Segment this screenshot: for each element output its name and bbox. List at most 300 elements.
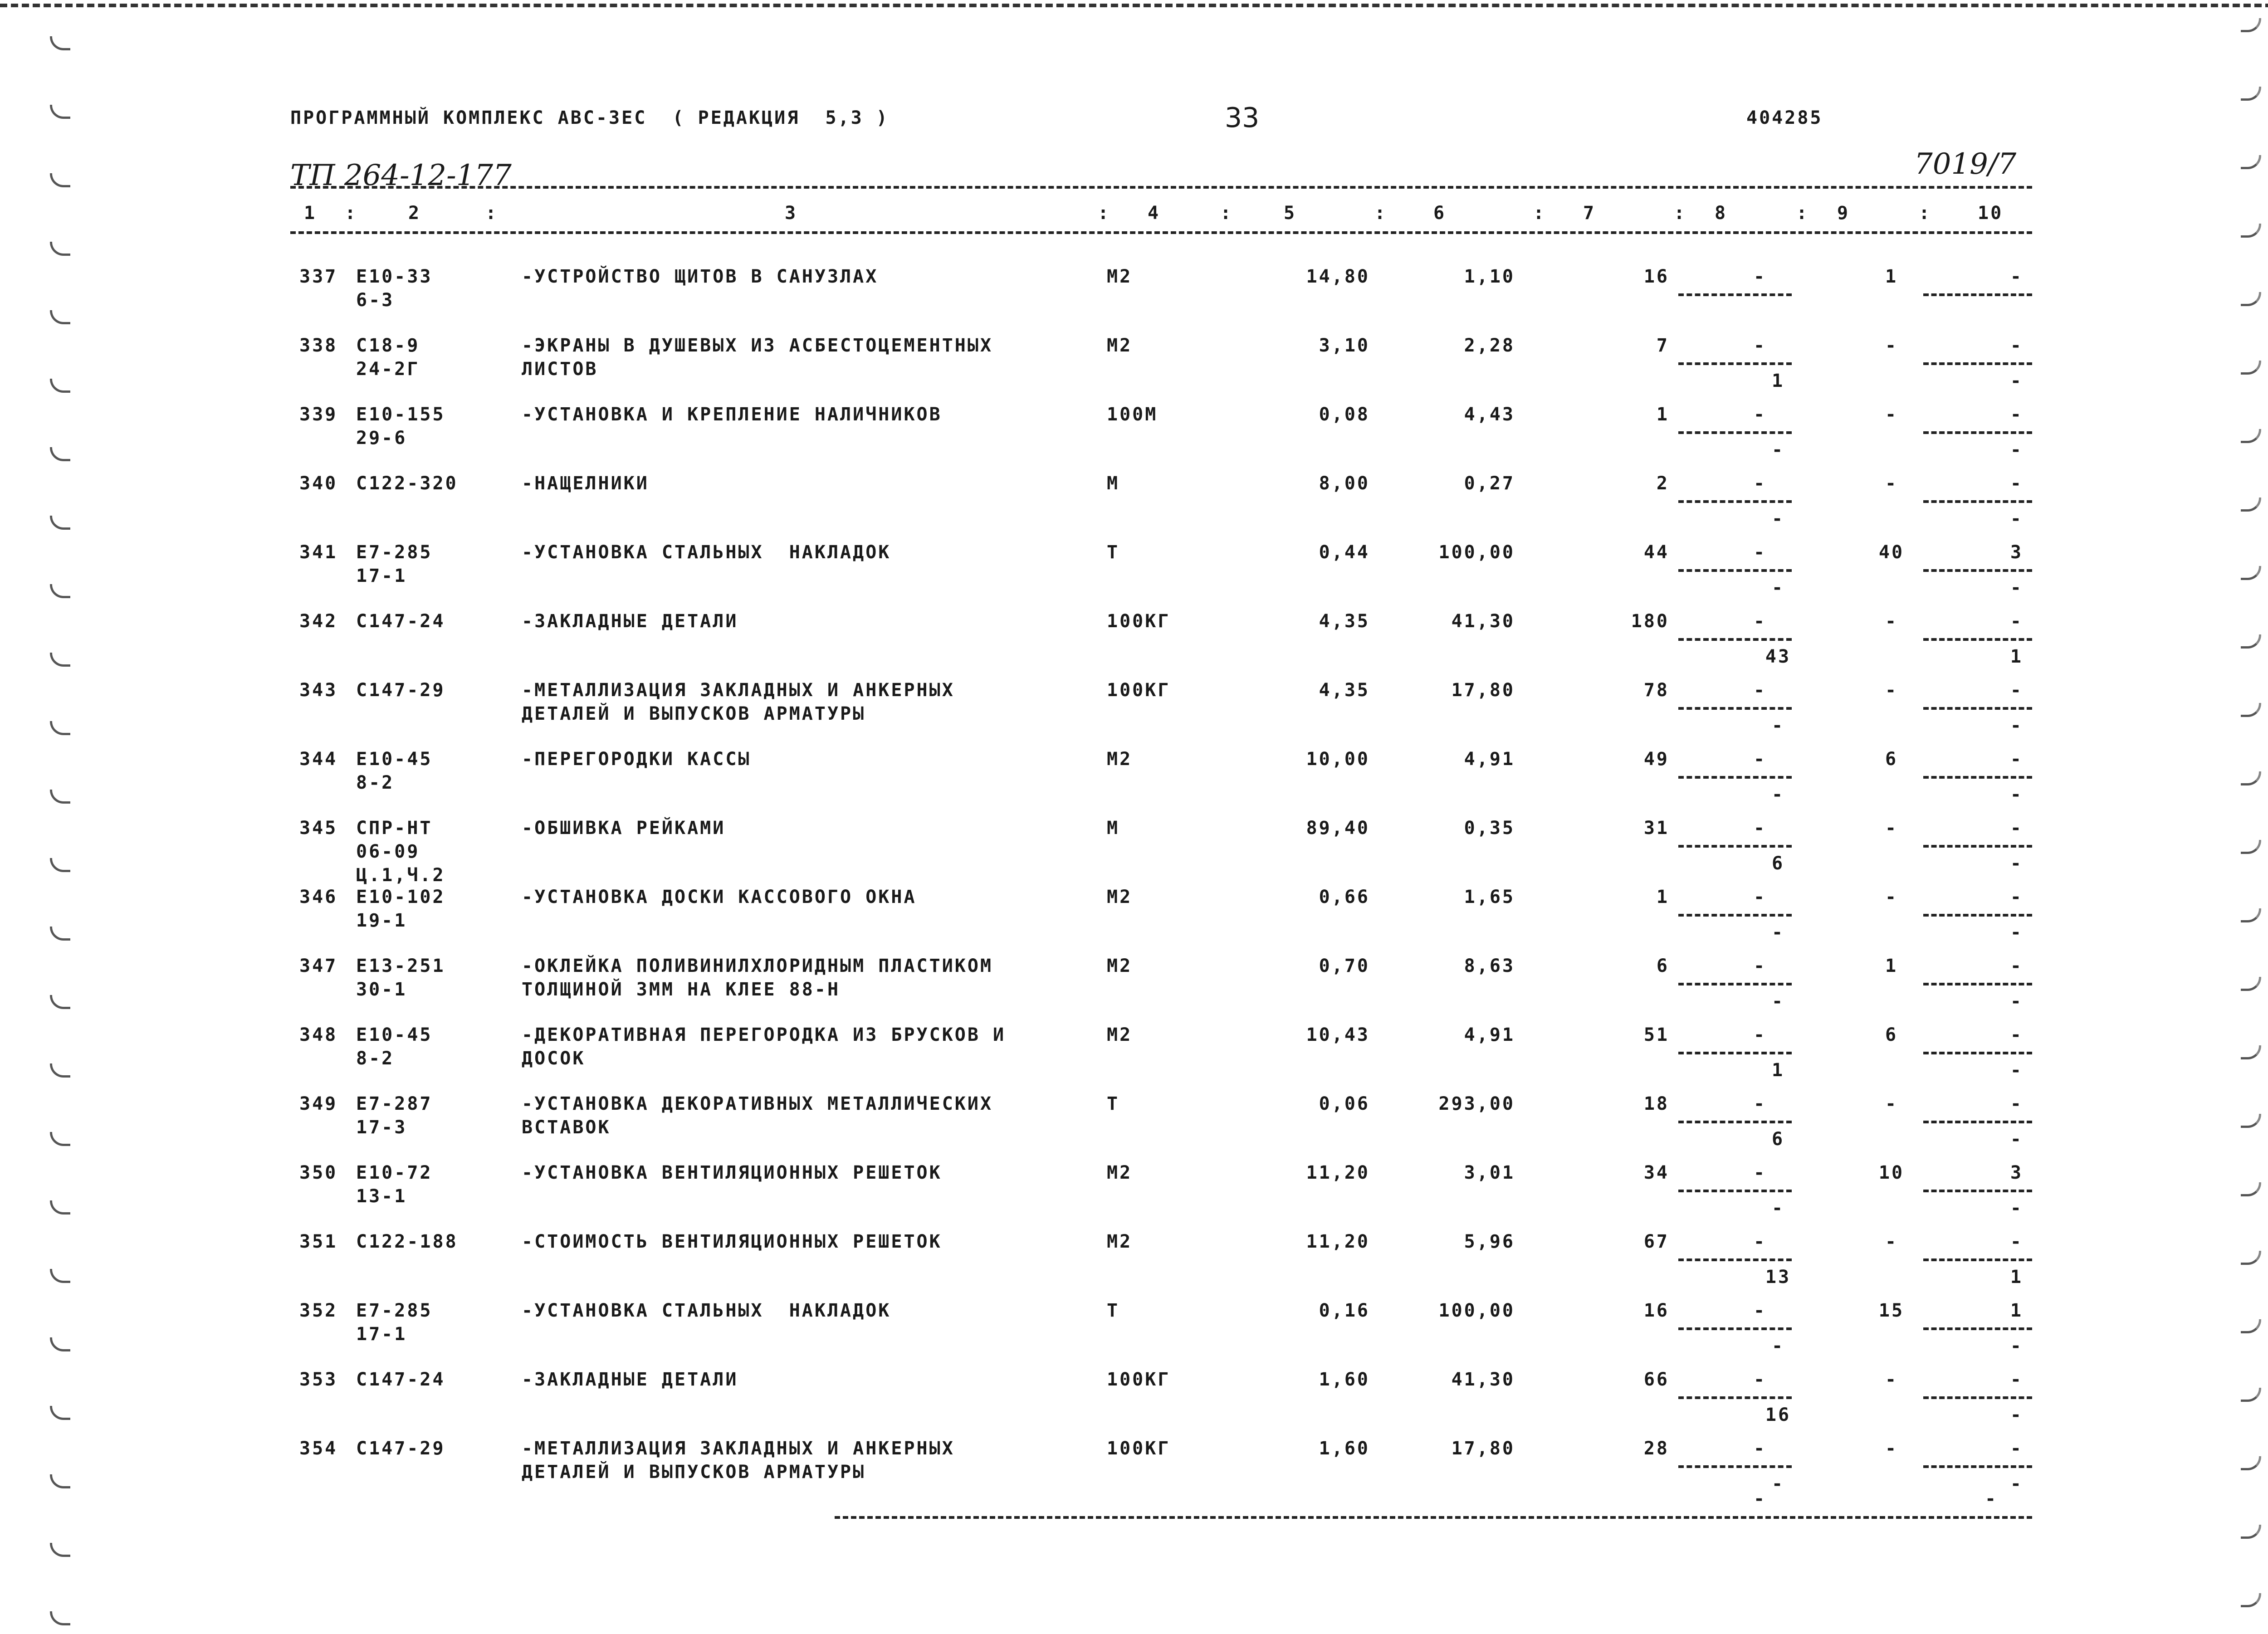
col10-value: -: [2010, 611, 2023, 632]
row-number: 339: [299, 404, 338, 425]
norm-code: С147-29: [356, 680, 445, 701]
col8-subvalue: -: [1771, 577, 1785, 598]
cell-rule: [1678, 845, 1792, 848]
work-description: -НАЩЕЛНИКИ: [522, 473, 649, 494]
unit: 100КГ: [1107, 611, 1171, 632]
col10-value: -: [2010, 473, 2023, 494]
tractor-hole: [50, 584, 70, 598]
total-cost: 78: [1643, 680, 1669, 701]
col8-subvalue: -: [1771, 1198, 1785, 1219]
norm-code: Е13-251: [356, 956, 445, 976]
tractor-hole: [2241, 771, 2261, 785]
col10-subvalue: -: [2010, 1473, 2023, 1494]
row-number: 343: [299, 680, 338, 701]
col9-value: -: [1885, 1231, 1898, 1252]
unit: М2: [1107, 1231, 1133, 1252]
cell-rule: [1678, 1327, 1792, 1330]
tractor-hole: [2241, 429, 2261, 443]
work-description: -ОБШИВКА РЕЙКАМИ: [522, 818, 726, 839]
col10-subvalue: -: [2010, 508, 2023, 529]
column-separator: :: [1796, 203, 1809, 224]
work-description: -ПЕРЕГОРОДКИ КАССЫ: [522, 749, 751, 770]
left-tractor-holes: [45, 0, 77, 1634]
col10-subvalue: -: [2010, 922, 2023, 943]
unit-price: 100,00: [1438, 542, 1515, 563]
tractor-hole: [50, 1132, 70, 1146]
unit: 100КГ: [1107, 680, 1171, 701]
cell-rule: [1678, 362, 1792, 365]
tractor-hole: [2241, 634, 2261, 649]
col10-subvalue: 1: [2010, 1267, 2023, 1288]
total-cost: 66: [1643, 1369, 1669, 1390]
total-cost: 7: [1656, 335, 1669, 356]
col10-value: 3: [2010, 542, 2023, 563]
norm-code: 06-09: [356, 841, 420, 862]
header-rule-top: [290, 186, 2032, 189]
work-description: ЛИСТОВ: [522, 359, 598, 380]
norm-code: С122-320: [356, 473, 458, 494]
col8-value: -: [1753, 266, 1767, 287]
tractor-hole: [50, 242, 70, 256]
col8-value: -: [1753, 1093, 1767, 1114]
col9-value: -: [1885, 473, 1898, 494]
row-number: 345: [299, 818, 338, 839]
total-cost: 51: [1643, 1024, 1669, 1045]
col8-value: -: [1753, 956, 1767, 976]
unit: М2: [1107, 887, 1133, 907]
column-number-3: 3: [785, 203, 798, 224]
col10-subvalue: -: [2010, 1198, 2023, 1219]
cell-rule: [1923, 362, 2032, 365]
column-number-1: 1: [304, 203, 317, 224]
col9-value: -: [1885, 1438, 1898, 1459]
col10-value: -: [2010, 956, 2023, 976]
norm-code: СПР-НТ: [356, 818, 433, 839]
unit-price: 1,65: [1464, 887, 1515, 907]
tractor-hole: [50, 995, 70, 1009]
cell-rule: [1678, 638, 1792, 641]
tractor-hole: [50, 927, 70, 941]
column-separator: :: [1374, 203, 1388, 224]
unit-price: 1,10: [1464, 266, 1515, 287]
cell-rule: [1923, 500, 2032, 503]
row-number: 349: [299, 1093, 338, 1114]
norm-code: 8-2: [356, 772, 395, 793]
work-description: ВСТАВОК: [522, 1117, 611, 1138]
cell-rule: [1923, 1465, 2032, 1468]
program-title: ПРОГРАММНЫЙ КОМПЛЕКС АВС-3ЕС ( РЕДАКЦИЯ 5,3 ): [290, 107, 889, 128]
col8-value: -: [1753, 1300, 1767, 1321]
unit: М2: [1107, 266, 1133, 287]
norm-code: С147-24: [356, 611, 445, 632]
cell-rule: [1923, 983, 2032, 985]
unit-price: 17,80: [1451, 680, 1515, 701]
col10-value: -: [2010, 1369, 2023, 1390]
row-number: 340: [299, 473, 338, 494]
column-separator: :: [1674, 203, 1687, 224]
unit: Т: [1107, 542, 1120, 563]
total-cost: 31: [1643, 818, 1669, 839]
col8-value: -: [1753, 680, 1767, 701]
row-number: 353: [299, 1369, 338, 1390]
norm-code: 24-2Г: [356, 359, 420, 380]
total-cost: 16: [1643, 1300, 1669, 1321]
quantity: 11,20: [1306, 1231, 1370, 1252]
unit: 100КГ: [1107, 1369, 1171, 1390]
work-description: ТОЛЩИНОЙ 3ММ НА КЛЕЕ 88-Н: [522, 979, 841, 1000]
unit-price: 293,00: [1438, 1093, 1515, 1114]
column-number-2: 2: [408, 203, 421, 224]
cell-rule: [1923, 431, 2032, 434]
col8-subvalue: -: [1771, 439, 1785, 460]
col10-value: -: [2010, 1231, 2023, 1252]
unit: М2: [1107, 1024, 1133, 1045]
norm-code: Ц.1,Ч.2: [356, 865, 445, 886]
unit-price: 41,30: [1451, 1369, 1515, 1390]
col10-value: 1: [2010, 1300, 2023, 1321]
unit: М2: [1107, 749, 1133, 770]
col10-subvalue: 1: [2010, 646, 2023, 667]
col8-subvalue: -: [1771, 922, 1785, 943]
col8-value: -: [1753, 611, 1767, 632]
tractor-hole: [50, 310, 70, 324]
tractor-hole: [2241, 1456, 2261, 1470]
total-cost: 1: [1656, 887, 1669, 907]
col8-value: -: [1753, 818, 1767, 839]
column-number-9: 9: [1837, 203, 1850, 224]
tractor-hole: [2241, 1045, 2261, 1059]
col8-subvalue: 1: [1771, 371, 1785, 391]
tractor-hole: [2241, 1182, 2261, 1196]
quantity: 1,60: [1319, 1369, 1370, 1390]
norm-code: Е10-102: [356, 887, 445, 907]
row-number: 337: [299, 266, 338, 287]
col8-subvalue: -: [1771, 715, 1785, 736]
cell-rule: [1923, 1121, 2032, 1123]
col8-subvalue: -: [1771, 508, 1785, 529]
table-end-rule: [835, 1516, 2032, 1519]
quantity: 14,80: [1306, 266, 1370, 287]
unit: 100М: [1107, 404, 1158, 425]
col9-value: -: [1885, 680, 1898, 701]
work-description: -ЗАКЛАДНЫЕ ДЕТАЛИ: [522, 1369, 738, 1390]
unit: М: [1107, 818, 1120, 839]
quantity: 10,00: [1306, 749, 1370, 770]
col8-value: -: [1753, 1024, 1767, 1045]
norm-code: Е7-285: [356, 542, 433, 563]
col10-value: -: [2010, 1438, 2023, 1459]
tractor-hole: [2241, 1114, 2261, 1128]
col8-subvalue: 43: [1765, 646, 1791, 667]
work-description: -УСТАНОВКА ДЕКОРАТИВНЫХ МЕТАЛЛИЧЕСКИХ: [522, 1093, 993, 1114]
col10-value: -: [2010, 749, 2023, 770]
work-description: -ЭКРАНЫ В ДУШЕВЫХ ИЗ АСБЕСТОЦЕМЕНТНЫХ: [522, 335, 993, 356]
cell-rule: [1923, 569, 2032, 572]
work-description: -МЕТАЛЛИЗАЦИЯ ЗАКЛАДНЫХ И АНКЕРНЫХ: [522, 1438, 955, 1459]
quantity: 8,00: [1319, 473, 1370, 494]
column-number-8: 8: [1715, 203, 1728, 224]
total-cost: 6: [1656, 956, 1669, 976]
row-number: 351: [299, 1231, 338, 1252]
tractor-hole: [2241, 1525, 2261, 1539]
col8-value: -: [1753, 1438, 1767, 1459]
doc-reference-handwritten: ТП 264-12-177: [290, 159, 512, 192]
col8-value: -: [1753, 404, 1767, 425]
unit-price: 0,27: [1464, 473, 1515, 494]
row-number: 352: [299, 1300, 338, 1321]
norm-code: С147-29: [356, 1438, 445, 1459]
tractor-hole: [50, 105, 70, 119]
column-number-7: 7: [1583, 203, 1596, 224]
tractor-hole: [50, 653, 70, 667]
col8-value: -: [1753, 542, 1767, 563]
col10-subvalue: -: [2010, 715, 2023, 736]
unit-price: 41,30: [1451, 611, 1515, 632]
tractor-hole: [50, 1474, 70, 1488]
total-cost: 18: [1643, 1093, 1669, 1114]
norm-code: 8-2: [356, 1048, 395, 1069]
col9-value: 6: [1885, 749, 1898, 770]
cell-rule: [1678, 914, 1792, 917]
norm-code: Е10-45: [356, 749, 433, 770]
cell-rule: [1923, 1190, 2032, 1192]
right-tractor-holes: [2236, 0, 2268, 1634]
norm-code: Е10-72: [356, 1162, 433, 1183]
cell-rule: [1923, 1327, 2032, 1330]
col8-value: -: [1753, 1369, 1767, 1390]
norm-code: 6-3: [356, 290, 395, 311]
col9-value: -: [1885, 611, 1898, 632]
col10-subvalue: -: [2010, 853, 2023, 874]
cell-rule: [1678, 293, 1792, 296]
norm-code: Е7-285: [356, 1300, 433, 1321]
col9-value: 40: [1878, 542, 1905, 563]
unit-price: 3,01: [1464, 1162, 1515, 1183]
col10-subvalue: -: [2010, 371, 2023, 391]
cell-rule: [1678, 431, 1792, 434]
tractor-hole: [2241, 1593, 2261, 1607]
col9-value: -: [1885, 1369, 1898, 1390]
column-number-6: 6: [1433, 203, 1447, 224]
col9-value: -: [1885, 818, 1898, 839]
column-separator: :: [1919, 203, 1932, 224]
cell-rule: [1923, 1052, 2032, 1054]
unit-price: 0,35: [1464, 818, 1515, 839]
quantity: 0,06: [1319, 1093, 1370, 1114]
tractor-hole: [2241, 18, 2261, 32]
quantity: 10,43: [1306, 1024, 1370, 1045]
quantity: 1,60: [1319, 1438, 1370, 1459]
column-number-4: 4: [1148, 203, 1161, 224]
unit: М: [1107, 473, 1120, 494]
tractor-hole: [2241, 977, 2261, 991]
unit-price: 4,91: [1464, 1024, 1515, 1045]
row-number: 346: [299, 887, 338, 907]
work-description: -СТОИМОСТЬ ВЕНТИЛЯЦИОННЫХ РЕШЕТОК: [522, 1231, 942, 1252]
norm-code: Е7-287: [356, 1093, 433, 1114]
tractor-hole: [50, 516, 70, 530]
cell-rule: [1678, 983, 1792, 985]
work-description: -ДЕКОРАТИВНАЯ ПЕРЕГОРОДКА ИЗ БРУСКОВ И: [522, 1024, 1006, 1045]
unit-price: 8,63: [1464, 956, 1515, 976]
quantity: 3,10: [1319, 335, 1370, 356]
col10-value: -: [2010, 335, 2023, 356]
col9-value: -: [1885, 887, 1898, 907]
norm-code: 30-1: [356, 979, 407, 1000]
col8-subvalue: 13: [1765, 1267, 1791, 1288]
tractor-hole: [2241, 498, 2261, 512]
total-cost: 1: [1656, 404, 1669, 425]
col8-subvalue: 1: [1771, 1060, 1785, 1081]
printer-feed-edge: [0, 0, 2268, 7]
cell-rule: [1923, 707, 2032, 710]
total-cost: 34: [1643, 1162, 1669, 1183]
col9-value: 1: [1885, 266, 1898, 287]
col8-subvalue: -: [1771, 991, 1785, 1012]
quantity: 0,16: [1319, 1300, 1370, 1321]
col9-value: 10: [1878, 1162, 1905, 1183]
work-description: ДЕТАЛЕЙ И ВЫПУСКОВ АРМАТУРЫ: [522, 1462, 866, 1483]
unit-price: 4,43: [1464, 404, 1515, 425]
col8-value: -: [1753, 749, 1767, 770]
row-number: 347: [299, 956, 338, 976]
col10-value: -: [2010, 818, 2023, 839]
work-description: -УСТАНОВКА И КРЕПЛЕНИЕ НАЛИЧНИКОВ: [522, 404, 942, 425]
work-description: -УСТАНОВКА ДОСКИ КАССОВОГО ОКНА: [522, 887, 917, 907]
quantity: 0,70: [1319, 956, 1370, 976]
col10-subvalue: -: [2010, 1336, 2023, 1356]
cell-rule: [1678, 776, 1792, 779]
column-separator: :: [1098, 203, 1111, 224]
work-description: -ЗАКЛАДНЫЕ ДЕТАЛИ: [522, 611, 738, 632]
row-number: 354: [299, 1438, 338, 1459]
tractor-hole: [2241, 1319, 2261, 1333]
cell-rule: [1923, 1258, 2032, 1261]
quantity: 0,08: [1319, 404, 1370, 425]
work-description: -ОКЛЕЙКА ПОЛИВИНИЛХЛОРИДНЫМ ПЛАСТИКОМ: [522, 956, 993, 976]
unit-price: 4,91: [1464, 749, 1515, 770]
total-cost: 28: [1643, 1438, 1669, 1459]
work-description: -УСТРОЙСТВО ЩИТОВ В САНУЗЛАХ: [522, 266, 879, 287]
cell-rule: [1678, 1190, 1792, 1192]
total-cost: 67: [1643, 1231, 1669, 1252]
tractor-hole: [50, 721, 70, 735]
col9-value: -: [1885, 335, 1898, 356]
col10-subvalue: -: [2010, 1060, 2023, 1081]
col8-value: -: [1753, 1162, 1767, 1183]
row-number: 342: [299, 611, 338, 632]
col10-value: -: [2010, 680, 2023, 701]
row-number: 350: [299, 1162, 338, 1183]
column-number-10: 10: [1978, 203, 2004, 224]
tractor-hole: [50, 36, 70, 50]
unit: М2: [1107, 1162, 1133, 1183]
column-separator: :: [345, 203, 358, 224]
norm-code: 19-1: [356, 910, 407, 931]
total-cost: 16: [1643, 266, 1669, 287]
tractor-hole: [2241, 840, 2261, 854]
tractor-hole: [2241, 155, 2261, 169]
total-cost: 180: [1631, 611, 1669, 632]
quantity: 4,35: [1319, 611, 1370, 632]
tractor-hole: [50, 1406, 70, 1420]
tractor-hole: [50, 858, 70, 872]
work-description: -УСТАНОВКА СТАЛЬНЫХ НАКЛАДОК: [522, 542, 891, 563]
norm-code: 29-6: [356, 428, 407, 449]
total-cost: 44: [1643, 542, 1669, 563]
col8-value: -: [1753, 887, 1767, 907]
unit: М2: [1107, 956, 1133, 976]
page-number: 33: [1225, 102, 1260, 134]
quantity: 0,44: [1319, 542, 1370, 563]
tractor-hole: [2241, 1251, 2261, 1265]
col9-value: 6: [1885, 1024, 1898, 1045]
cell-rule: [1923, 914, 2032, 917]
norm-code: С18-9: [356, 335, 420, 356]
work-description: ДОСОК: [522, 1048, 586, 1069]
tractor-hole: [2241, 1388, 2261, 1402]
cell-rule: [1923, 293, 2032, 296]
quantity: 89,40: [1306, 818, 1370, 839]
col8-value: -: [1753, 1231, 1767, 1252]
unit: М2: [1107, 335, 1133, 356]
cell-rule: [1923, 1396, 2032, 1399]
col9-value: -: [1885, 404, 1898, 425]
unit: 100КГ: [1107, 1438, 1171, 1459]
col10-subvalue: -: [2010, 784, 2023, 805]
cell-rule: [1923, 845, 2032, 848]
row-number: 344: [299, 749, 338, 770]
row-number: 341: [299, 542, 338, 563]
tractor-hole: [2241, 361, 2261, 375]
footer-col8-value: -: [1753, 1488, 1767, 1509]
column-number-5: 5: [1284, 203, 1297, 224]
quantity: 4,35: [1319, 680, 1370, 701]
col10-subvalue: -: [2010, 439, 2023, 460]
cell-rule: [1678, 1121, 1792, 1123]
work-description: -УСТАНОВКА СТАЛЬНЫХ НАКЛАДОК: [522, 1300, 891, 1321]
column-separator: :: [485, 203, 499, 224]
quantity: 0,66: [1319, 887, 1370, 907]
col8-subvalue: -: [1771, 1473, 1785, 1494]
cell-rule: [1923, 638, 2032, 641]
work-description: ДЕТАЛЕЙ И ВЫПУСКОВ АРМАТУРЫ: [522, 703, 866, 724]
tractor-hole: [50, 379, 70, 393]
col10-value: -: [2010, 1024, 2023, 1045]
unit-price: 5,96: [1464, 1231, 1515, 1252]
cell-rule: [1678, 1396, 1792, 1399]
tractor-hole: [50, 1337, 70, 1351]
norm-code: 17-1: [356, 566, 407, 586]
tractor-hole: [50, 173, 70, 187]
tractor-hole: [50, 447, 70, 461]
col10-subvalue: -: [2010, 991, 2023, 1012]
tractor-hole: [2241, 908, 2261, 922]
row-number: 338: [299, 335, 338, 356]
col10-value: -: [2010, 887, 2023, 907]
unit-price: 2,28: [1464, 335, 1515, 356]
col8-value: -: [1753, 335, 1767, 356]
col9-value: -: [1885, 1093, 1898, 1114]
col10-value: 3: [2010, 1162, 2023, 1183]
col10-value: -: [2010, 266, 2023, 287]
tractor-hole: [50, 790, 70, 804]
col10-value: -: [2010, 404, 2023, 425]
row-number: 348: [299, 1024, 338, 1045]
col10-subvalue: -: [2010, 577, 2023, 598]
total-cost: 2: [1656, 473, 1669, 494]
footer-col10-value: -: [1984, 1488, 1998, 1509]
